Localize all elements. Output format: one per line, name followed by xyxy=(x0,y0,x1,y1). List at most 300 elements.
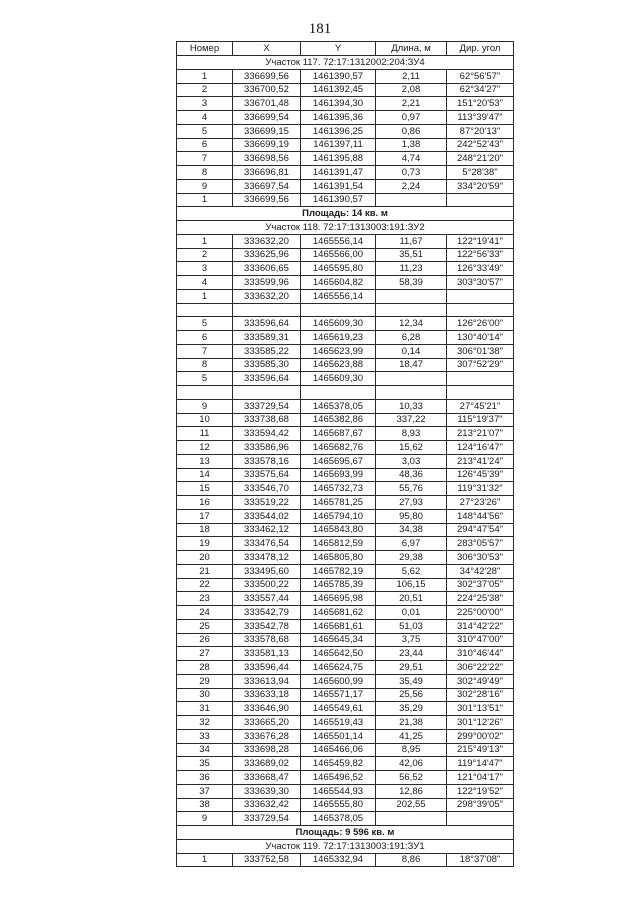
length-cell: 337,22 xyxy=(376,414,447,427)
length-cell: 2,08 xyxy=(376,84,447,97)
point-number-cell: 31 xyxy=(177,702,233,715)
point-number-cell: 4 xyxy=(177,111,233,124)
point-number-cell: 22 xyxy=(177,579,233,592)
length-cell: 55,76 xyxy=(376,482,447,495)
direction-angle-cell: 225°00'00" xyxy=(447,606,514,619)
point-number-cell: 27 xyxy=(177,647,233,660)
length-cell xyxy=(376,304,447,317)
direction-angle-cell: 306°30'53" xyxy=(447,551,514,564)
table-row xyxy=(177,702,514,716)
x-coordinate-cell: 336699,15 xyxy=(233,125,301,138)
x-coordinate-cell: 333752,58 xyxy=(233,854,301,867)
point-number-cell: 35 xyxy=(177,757,233,770)
direction-angle-cell: 126°26'00" xyxy=(447,317,514,330)
table-row xyxy=(177,730,514,744)
direction-angle-cell: 299°00'02" xyxy=(447,730,514,743)
x-coordinate-cell: 333500,22 xyxy=(233,579,301,592)
y-coordinate-cell: 1465687,67 xyxy=(301,427,376,440)
x-coordinate-cell: 333476,54 xyxy=(233,537,301,550)
point-number-cell: 1 xyxy=(177,235,233,248)
length-cell: 21,38 xyxy=(376,716,447,729)
point-number-cell: 8 xyxy=(177,166,233,179)
table-row xyxy=(177,166,514,180)
table-row xyxy=(177,757,514,771)
point-number-cell: 12 xyxy=(177,441,233,454)
length-cell: 35,49 xyxy=(376,675,447,688)
table-row xyxy=(177,537,514,551)
length-cell: 0,01 xyxy=(376,606,447,619)
table-row xyxy=(177,414,514,428)
table-header-row xyxy=(177,42,514,56)
empty-row xyxy=(177,304,514,318)
x-coordinate-cell: 333544,02 xyxy=(233,510,301,523)
direction-angle-cell xyxy=(447,290,514,303)
length-cell: 2,11 xyxy=(376,70,447,83)
point-number-cell: 19 xyxy=(177,537,233,550)
y-coordinate-cell: 1465544,93 xyxy=(301,785,376,798)
y-coordinate-cell xyxy=(301,304,376,317)
direction-angle-cell: 151°20'53" xyxy=(447,97,514,110)
point-number-cell: 8 xyxy=(177,359,233,372)
point-number-cell: 13 xyxy=(177,455,233,468)
x-coordinate-cell: 333519,22 xyxy=(233,496,301,509)
y-coordinate-cell: 1465623,99 xyxy=(301,345,376,358)
y-coordinate-cell: 1465604,82 xyxy=(301,276,376,289)
x-coordinate-cell: 333594,42 xyxy=(233,427,301,440)
y-coordinate-cell: 1465623,88 xyxy=(301,359,376,372)
length-cell: 5,62 xyxy=(376,565,447,578)
length-cell: 0,86 xyxy=(376,125,447,138)
table-row xyxy=(177,510,514,524)
x-coordinate-cell: 333596,44 xyxy=(233,661,301,674)
length-cell: 35,51 xyxy=(376,249,447,262)
y-coordinate-cell: 1465555,80 xyxy=(301,799,376,812)
table-row xyxy=(177,372,514,386)
x-coordinate-cell: 333586,96 xyxy=(233,441,301,454)
point-number-cell: 9 xyxy=(177,400,233,413)
table-row xyxy=(177,427,514,441)
y-coordinate-cell: 1465556,14 xyxy=(301,235,376,248)
length-cell xyxy=(376,812,447,825)
x-coordinate-cell: 333596,64 xyxy=(233,372,301,385)
y-coordinate-cell: 1465332,94 xyxy=(301,854,376,867)
point-number-cell: 38 xyxy=(177,799,233,812)
y-coordinate-cell xyxy=(301,386,376,399)
direction-angle-cell: 314°42'22" xyxy=(447,620,514,633)
length-cell: 12,86 xyxy=(376,785,447,798)
x-coordinate-cell: 336701,48 xyxy=(233,97,301,110)
x-coordinate-cell: 333729,54 xyxy=(233,812,301,825)
length-cell: 34,38 xyxy=(376,524,447,537)
length-cell: 6,97 xyxy=(376,537,447,550)
y-coordinate-cell: 1465556,14 xyxy=(301,290,376,303)
y-coordinate-cell: 1465682,76 xyxy=(301,441,376,454)
y-coordinate-cell: 1465805,80 xyxy=(301,551,376,564)
length-cell: 4,74 xyxy=(376,152,447,165)
area-row xyxy=(177,826,514,840)
section-title-row xyxy=(177,221,514,235)
length-cell: 51,03 xyxy=(376,620,447,633)
direction-angle-cell xyxy=(447,304,514,317)
x-coordinate-cell: 333585,22 xyxy=(233,345,301,358)
y-coordinate-cell: 1461395,88 xyxy=(301,152,376,165)
x-coordinate-cell: 336699,56 xyxy=(233,70,301,83)
direction-angle-cell: 115°19'37" xyxy=(447,414,514,427)
length-cell: 8,86 xyxy=(376,854,447,867)
table-row xyxy=(177,331,514,345)
direction-angle-cell: 248°21'20" xyxy=(447,152,514,165)
y-coordinate-cell: 1465571,17 xyxy=(301,689,376,702)
point-number-cell: 10 xyxy=(177,414,233,427)
length-cell: 15,62 xyxy=(376,441,447,454)
table-row xyxy=(177,235,514,249)
direction-angle-cell: 130°40'14" xyxy=(447,331,514,344)
point-number-cell: 4 xyxy=(177,276,233,289)
length-cell: 2,24 xyxy=(376,180,447,193)
direction-angle-cell: 62°56'57" xyxy=(447,70,514,83)
x-coordinate-cell: 333581,13 xyxy=(233,647,301,660)
length-cell: 25,56 xyxy=(376,689,447,702)
direction-angle-cell: 334°20'59" xyxy=(447,180,514,193)
point-number-cell: 7 xyxy=(177,152,233,165)
table-row xyxy=(177,565,514,579)
point-number-cell: 2 xyxy=(177,249,233,262)
x-coordinate-cell: 333578,68 xyxy=(233,634,301,647)
area-value: Площадь: 9 596 кв. м xyxy=(177,826,514,839)
table-row xyxy=(177,111,514,125)
length-cell: 35,29 xyxy=(376,702,447,715)
table-row xyxy=(177,84,514,98)
x-coordinate-cell: 333632,20 xyxy=(233,290,301,303)
x-coordinate-cell: 333698,28 xyxy=(233,744,301,757)
y-coordinate-cell: 1461391,47 xyxy=(301,166,376,179)
x-coordinate-cell: 336698,56 xyxy=(233,152,301,165)
point-number-cell: 1 xyxy=(177,290,233,303)
point-number-cell: 2 xyxy=(177,84,233,97)
direction-angle-cell: 283°05'57" xyxy=(447,537,514,550)
length-cell: 106,15 xyxy=(376,579,447,592)
y-coordinate-cell: 1465782,19 xyxy=(301,565,376,578)
empty-row xyxy=(177,386,514,400)
direction-angle-cell: 5°28'38" xyxy=(447,166,514,179)
y-coordinate-cell: 1465695,98 xyxy=(301,592,376,605)
length-cell: 3,75 xyxy=(376,634,447,647)
x-coordinate-cell: 333599,96 xyxy=(233,276,301,289)
x-coordinate-cell: 333585,30 xyxy=(233,359,301,372)
x-coordinate-cell: 333546,70 xyxy=(233,482,301,495)
point-number-cell: 21 xyxy=(177,565,233,578)
y-coordinate-cell: 1465459,82 xyxy=(301,757,376,770)
table-row xyxy=(177,689,514,703)
x-coordinate-cell: 336699,56 xyxy=(233,194,301,207)
point-number-cell xyxy=(177,304,233,317)
y-coordinate-cell: 1461395,36 xyxy=(301,111,376,124)
table-row xyxy=(177,359,514,373)
x-coordinate-cell: 333613,94 xyxy=(233,675,301,688)
direction-angle-cell: 126°45'39" xyxy=(447,469,514,482)
section-title: Участок 118. 72:17:1313003:191:ЗУ2 xyxy=(177,221,514,234)
section-title-row xyxy=(177,56,514,70)
table-row xyxy=(177,634,514,648)
x-coordinate-cell: 336700,52 xyxy=(233,84,301,97)
point-number-cell: 36 xyxy=(177,771,233,784)
length-cell: 0,97 xyxy=(376,111,447,124)
y-coordinate-cell: 1461394,30 xyxy=(301,97,376,110)
direction-angle-cell: 242°52'43" xyxy=(447,139,514,152)
y-coordinate-cell: 1465794,10 xyxy=(301,510,376,523)
y-coordinate-cell: 1465624,75 xyxy=(301,661,376,674)
direction-angle-cell xyxy=(447,372,514,385)
point-number-cell: 33 xyxy=(177,730,233,743)
direction-angle-cell: 306°22'22" xyxy=(447,661,514,674)
length-cell: 10,33 xyxy=(376,400,447,413)
point-number-cell: 3 xyxy=(177,97,233,110)
point-number-cell: 32 xyxy=(177,716,233,729)
table-row xyxy=(177,771,514,785)
length-cell: 11,67 xyxy=(376,235,447,248)
column-header-length: Длина, м xyxy=(376,42,447,55)
point-number-cell: 6 xyxy=(177,331,233,344)
table-row xyxy=(177,579,514,593)
point-number-cell: 37 xyxy=(177,785,233,798)
x-coordinate-cell: 333665,20 xyxy=(233,716,301,729)
x-coordinate-cell: 333668,47 xyxy=(233,771,301,784)
direction-angle-cell xyxy=(447,194,514,207)
point-number-cell: 5 xyxy=(177,125,233,138)
x-coordinate-cell xyxy=(233,386,301,399)
x-coordinate-cell: 333646,90 xyxy=(233,702,301,715)
point-number-cell: 20 xyxy=(177,551,233,564)
table-row xyxy=(177,441,514,455)
point-number-cell: 1 xyxy=(177,854,233,867)
table-row xyxy=(177,345,514,359)
length-cell: 56,52 xyxy=(376,771,447,784)
x-coordinate-cell: 333639,30 xyxy=(233,785,301,798)
x-coordinate-cell: 333676,28 xyxy=(233,730,301,743)
x-coordinate-cell xyxy=(233,304,301,317)
x-coordinate-cell: 333689,02 xyxy=(233,757,301,770)
direction-angle-cell: 122°56'33" xyxy=(447,249,514,262)
length-cell: 29,38 xyxy=(376,551,447,564)
length-cell: 48,36 xyxy=(376,469,447,482)
length-cell: 8,95 xyxy=(376,744,447,757)
x-coordinate-cell: 333738,68 xyxy=(233,414,301,427)
table-row xyxy=(177,647,514,661)
direction-angle-cell: 294°47'54" xyxy=(447,524,514,537)
direction-angle-cell: 306°01'38" xyxy=(447,345,514,358)
length-cell: 42,06 xyxy=(376,757,447,770)
table-row xyxy=(177,496,514,510)
table-row xyxy=(177,606,514,620)
direction-angle-cell: 298°39'05" xyxy=(447,799,514,812)
y-coordinate-cell: 1465496,52 xyxy=(301,771,376,784)
y-coordinate-cell: 1465382,86 xyxy=(301,414,376,427)
direction-angle-cell: 113°39'47" xyxy=(447,111,514,124)
y-coordinate-cell: 1465732,73 xyxy=(301,482,376,495)
direction-angle-cell: 213°21'07" xyxy=(447,427,514,440)
point-number-cell: 16 xyxy=(177,496,233,509)
direction-angle-cell: 301°13'51" xyxy=(447,702,514,715)
point-number-cell: 24 xyxy=(177,606,233,619)
point-number-cell: 1 xyxy=(177,194,233,207)
point-number-cell: 29 xyxy=(177,675,233,688)
y-coordinate-cell: 1465609,30 xyxy=(301,317,376,330)
x-coordinate-cell: 333578,16 xyxy=(233,455,301,468)
x-coordinate-cell: 333557,44 xyxy=(233,592,301,605)
x-coordinate-cell: 333633,18 xyxy=(233,689,301,702)
point-number-cell: 23 xyxy=(177,592,233,605)
y-coordinate-cell: 1465812,59 xyxy=(301,537,376,550)
direction-angle-cell: 126°33'49" xyxy=(447,262,514,275)
area-value: Площадь: 14 кв. м xyxy=(177,207,514,220)
length-cell xyxy=(376,194,447,207)
table-row xyxy=(177,799,514,813)
direction-angle-cell: 121°04'17" xyxy=(447,771,514,784)
x-coordinate-cell: 333589,31 xyxy=(233,331,301,344)
section-title: Участок 119. 72:17:1313003:191:ЗУ1 xyxy=(177,840,514,853)
y-coordinate-cell: 1465695,67 xyxy=(301,455,376,468)
column-header-y: Y xyxy=(301,42,376,55)
y-coordinate-cell: 1465785,39 xyxy=(301,579,376,592)
x-coordinate-cell: 333495,60 xyxy=(233,565,301,578)
table-row xyxy=(177,469,514,483)
direction-angle-cell: 122°19'52" xyxy=(447,785,514,798)
table-row xyxy=(177,249,514,263)
table-row xyxy=(177,180,514,194)
direction-angle-cell: 302°28'16" xyxy=(447,689,514,702)
point-number-cell: 18 xyxy=(177,524,233,537)
length-cell: 6,28 xyxy=(376,331,447,344)
coordinates-table xyxy=(176,41,514,867)
point-number-cell: 9 xyxy=(177,180,233,193)
y-coordinate-cell: 1465781,25 xyxy=(301,496,376,509)
direction-angle-cell: 215°49'13" xyxy=(447,744,514,757)
point-number-cell: 25 xyxy=(177,620,233,633)
y-coordinate-cell: 1461392,45 xyxy=(301,84,376,97)
direction-angle-cell: 87°20'13" xyxy=(447,125,514,138)
table-row xyxy=(177,785,514,799)
column-header-number: Номер xyxy=(177,42,233,55)
table-row xyxy=(177,290,514,304)
y-coordinate-cell: 1461390,57 xyxy=(301,70,376,83)
length-cell: 8,93 xyxy=(376,427,447,440)
table-row xyxy=(177,125,514,139)
direction-angle-cell: 310°47'00" xyxy=(447,634,514,647)
table-row xyxy=(177,551,514,565)
point-number-cell: 17 xyxy=(177,510,233,523)
length-cell: 1,38 xyxy=(376,139,447,152)
point-number-cell: 1 xyxy=(177,70,233,83)
point-number-cell: 11 xyxy=(177,427,233,440)
point-number-cell: 5 xyxy=(177,372,233,385)
table-row xyxy=(177,194,514,208)
direction-angle-cell: 34°42'28" xyxy=(447,565,514,578)
table-row xyxy=(177,97,514,111)
length-cell: 12,34 xyxy=(376,317,447,330)
table-row xyxy=(177,524,514,538)
table-row xyxy=(177,675,514,689)
x-coordinate-cell: 333596,64 xyxy=(233,317,301,330)
y-coordinate-cell: 1465466,06 xyxy=(301,744,376,757)
table-row xyxy=(177,592,514,606)
x-coordinate-cell: 333575,64 xyxy=(233,469,301,482)
x-coordinate-cell: 333729,54 xyxy=(233,400,301,413)
point-number-cell: 9 xyxy=(177,812,233,825)
direction-angle-cell: 224°25'38" xyxy=(447,592,514,605)
length-cell: 11,23 xyxy=(376,262,447,275)
direction-angle-cell: 302°37'05" xyxy=(447,579,514,592)
y-coordinate-cell: 1461390,57 xyxy=(301,194,376,207)
direction-angle-cell: 18°37'08" xyxy=(447,854,514,867)
x-coordinate-cell: 336699,19 xyxy=(233,139,301,152)
length-cell xyxy=(376,290,447,303)
point-number-cell: 3 xyxy=(177,262,233,275)
table-row xyxy=(177,854,514,868)
point-number-cell: 7 xyxy=(177,345,233,358)
y-coordinate-cell: 1465642,50 xyxy=(301,647,376,660)
direction-angle-cell: 119°14'47" xyxy=(447,757,514,770)
length-cell: 202,55 xyxy=(376,799,447,812)
length-cell: 58,39 xyxy=(376,276,447,289)
y-coordinate-cell: 1465619,23 xyxy=(301,331,376,344)
point-number-cell: 14 xyxy=(177,469,233,482)
y-coordinate-cell: 1465693,99 xyxy=(301,469,376,482)
x-coordinate-cell: 336697,54 xyxy=(233,180,301,193)
x-coordinate-cell: 333542,79 xyxy=(233,606,301,619)
length-cell: 27,93 xyxy=(376,496,447,509)
column-header-direction-angle: Дир. угол xyxy=(447,42,514,55)
length-cell: 20,51 xyxy=(376,592,447,605)
y-coordinate-cell: 1465600,99 xyxy=(301,675,376,688)
point-number-cell: 5 xyxy=(177,317,233,330)
section-title-row xyxy=(177,840,514,854)
direction-angle-cell: 124°16'47" xyxy=(447,441,514,454)
direction-angle-cell xyxy=(447,386,514,399)
y-coordinate-cell: 1461391,54 xyxy=(301,180,376,193)
direction-angle-cell: 301°12'26" xyxy=(447,716,514,729)
point-number-cell: 34 xyxy=(177,744,233,757)
y-coordinate-cell: 1465378,05 xyxy=(301,812,376,825)
y-coordinate-cell: 1465645,34 xyxy=(301,634,376,647)
direction-angle-cell: 148°44'56" xyxy=(447,510,514,523)
table-row xyxy=(177,276,514,290)
y-coordinate-cell: 1465519,43 xyxy=(301,716,376,729)
x-coordinate-cell: 336696,81 xyxy=(233,166,301,179)
direction-angle-cell: 122°19'41" xyxy=(447,235,514,248)
y-coordinate-cell: 1461397,11 xyxy=(301,139,376,152)
y-coordinate-cell: 1465566,00 xyxy=(301,249,376,262)
length-cell: 18,47 xyxy=(376,359,447,372)
x-coordinate-cell: 333606,65 xyxy=(233,262,301,275)
length-cell xyxy=(376,386,447,399)
length-cell: 3,03 xyxy=(376,455,447,468)
y-coordinate-cell: 1465595,80 xyxy=(301,262,376,275)
x-coordinate-cell: 333462,12 xyxy=(233,524,301,537)
length-cell: 23,44 xyxy=(376,647,447,660)
length-cell: 0,14 xyxy=(376,345,447,358)
x-coordinate-cell: 333632,42 xyxy=(233,799,301,812)
direction-angle-cell: 302°49'49" xyxy=(447,675,514,688)
table-row xyxy=(177,716,514,730)
point-number-cell: 28 xyxy=(177,661,233,674)
point-number-cell: 30 xyxy=(177,689,233,702)
direction-angle-cell: 27°23'26" xyxy=(447,496,514,509)
table-row xyxy=(177,482,514,496)
point-number-cell xyxy=(177,386,233,399)
y-coordinate-cell: 1465609,30 xyxy=(301,372,376,385)
y-coordinate-cell: 1465681,61 xyxy=(301,620,376,633)
y-coordinate-cell: 1465843,80 xyxy=(301,524,376,537)
